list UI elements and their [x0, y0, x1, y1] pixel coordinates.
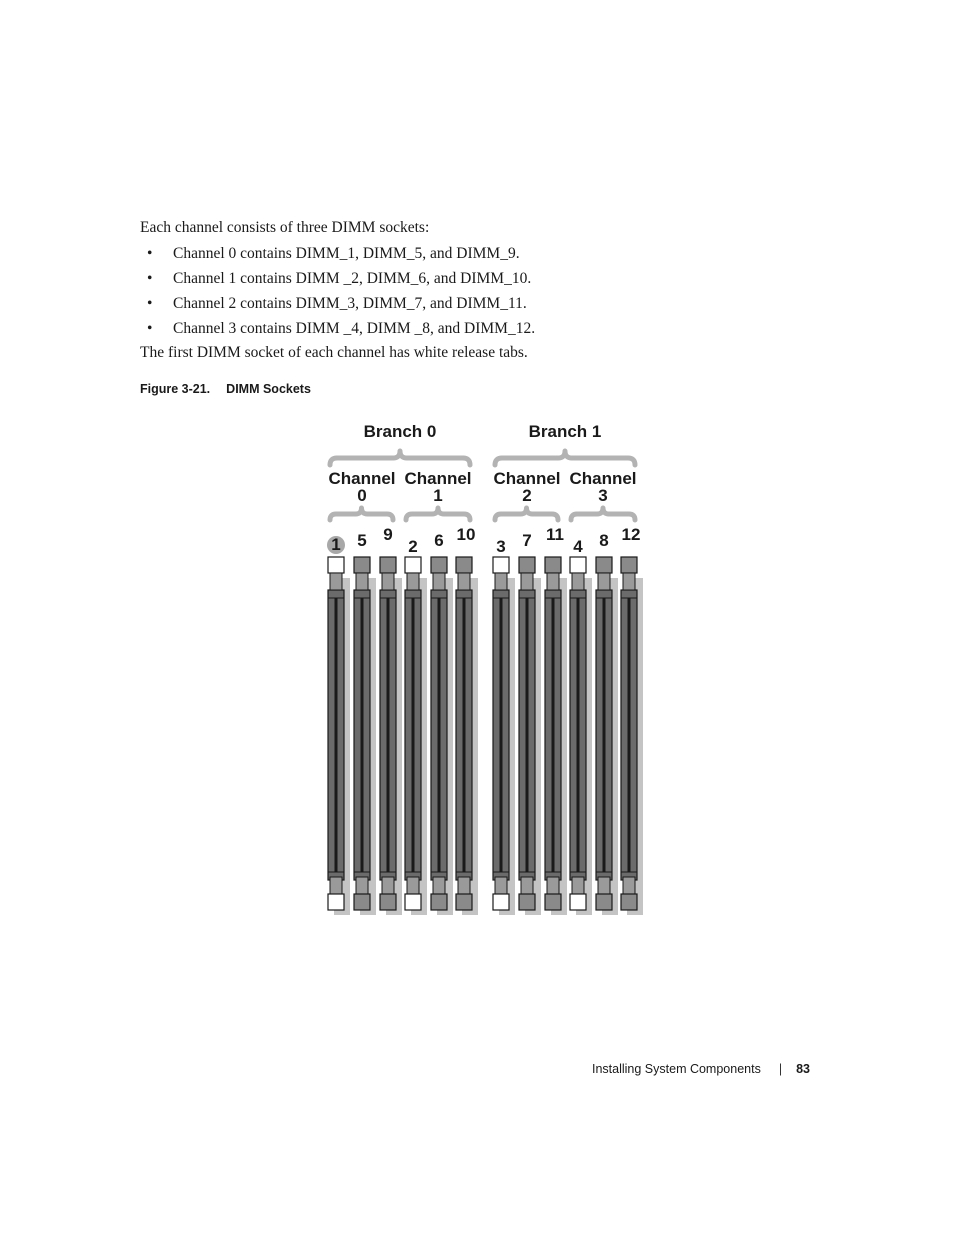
- white-release-tab: [493, 557, 509, 573]
- tab-latch: [547, 573, 559, 590]
- dimm-socket-12: [621, 525, 643, 915]
- list-item: • Channel 0 contains DIMM_1, DIMM_5, and DIMM_9.: [147, 245, 520, 262]
- tab-latch: [433, 877, 445, 894]
- tab-latch: [495, 877, 507, 894]
- release-tab: [621, 894, 637, 910]
- slot-label-4: 4: [573, 537, 583, 556]
- tab-latch: [521, 573, 533, 590]
- release-tab: [545, 557, 561, 573]
- list-item-text: Channel 1 contains DIMM _2, DIMM_6, and DIMM_10.: [173, 270, 532, 287]
- slot-label-7: 7: [522, 531, 532, 550]
- footer-section-title: Installing System Components: [592, 1062, 761, 1076]
- list-item: • Channel 2 contains DIMM_3, DIMM_7, and DIMM_11.: [147, 295, 527, 312]
- channel-3-label: Channel: [569, 469, 637, 488]
- release-tab: [596, 894, 612, 910]
- release-tab: [456, 894, 472, 910]
- white-release-tab: [405, 894, 421, 910]
- tab-latch: [572, 877, 584, 894]
- tab-latch: [382, 573, 394, 590]
- release-tab: [545, 894, 561, 910]
- list-item-text: Channel 0 contains DIMM_1, DIMM_5, and DIMM_9.: [173, 245, 520, 262]
- channel-2-label: Channel: [493, 469, 561, 488]
- slot-label-3: 3: [496, 537, 506, 556]
- tab-latch: [623, 573, 635, 590]
- slot-label-11: 11: [546, 525, 564, 544]
- channel-1-number: 1: [433, 486, 443, 505]
- tab-latch: [330, 877, 342, 894]
- release-tab: [596, 557, 612, 573]
- branch-1-brace: [495, 451, 635, 465]
- slot-label-12: 12: [621, 525, 641, 544]
- dimm-socket-7: [519, 531, 541, 915]
- slot-label-6: 6: [434, 531, 444, 550]
- page-footer: [592, 1062, 810, 1076]
- release-tab: [519, 557, 535, 573]
- figure-caption: [140, 382, 311, 396]
- release-tab: [456, 557, 472, 573]
- tab-latch: [330, 573, 342, 590]
- white-release-tab: [328, 557, 344, 573]
- tab-latch: [458, 877, 470, 894]
- release-tab: [519, 894, 535, 910]
- dimm-socket-2: [405, 537, 427, 915]
- channel-0-label: Channel: [328, 469, 396, 488]
- dimm-socket-10: [456, 525, 478, 915]
- figure-title: DIMM Sockets: [226, 382, 311, 396]
- list-item-text: Channel 3 contains DIMM _4, DIMM _8, and DIMM_12.: [173, 320, 536, 337]
- white-release-tab: [570, 894, 586, 910]
- tab-latch: [407, 877, 419, 894]
- channel-0-brace: [330, 508, 393, 520]
- dimm-socket-8: [596, 531, 618, 915]
- dimm-socket-3: [493, 537, 515, 915]
- tab-latch: [458, 573, 470, 590]
- slot-label-5: 5: [357, 531, 367, 550]
- channel-3-number: 3: [598, 486, 608, 505]
- slot-label-1: 1: [331, 535, 341, 554]
- socket-group: [327, 525, 643, 915]
- channel-0-number: 0: [357, 486, 367, 505]
- tab-latch: [382, 877, 394, 894]
- channel-2-brace: [495, 508, 558, 520]
- dimm-socket-9: [380, 525, 402, 915]
- dimm-socket-11: [545, 525, 567, 915]
- slot-label-10: 10: [456, 525, 476, 544]
- heading-group: [328, 422, 636, 505]
- tab-latch: [521, 877, 533, 894]
- slot-label-9: 9: [383, 525, 393, 544]
- white-release-tab: [328, 894, 344, 910]
- release-tab: [431, 894, 447, 910]
- tab-latch: [407, 573, 419, 590]
- release-tab: [380, 894, 396, 910]
- page-number: 83: [796, 1062, 810, 1076]
- tab-latch: [495, 573, 507, 590]
- slot-label-2: 2: [408, 537, 418, 556]
- list-item: • Channel 3 contains DIMM _4, DIMM _8, and DIMM_12.: [147, 320, 536, 337]
- list-item-text: Channel 2 contains DIMM_3, DIMM_7, and DIMM_11.: [173, 295, 527, 312]
- channel-list: [147, 244, 535, 344]
- slot-label-8: 8: [599, 531, 609, 550]
- tab-latch: [547, 877, 559, 894]
- tab-latch: [433, 573, 445, 590]
- release-tab: [380, 557, 396, 573]
- tab-latch: [623, 877, 635, 894]
- release-tab: [354, 894, 370, 910]
- branch-1-label: Branch 1: [528, 422, 602, 441]
- release-tab: [621, 557, 637, 573]
- release-tab: [431, 557, 447, 573]
- white-release-tab: [570, 557, 586, 573]
- figure-number: Figure 3-21.: [140, 382, 211, 396]
- channel-2-number: 2: [522, 486, 532, 505]
- dimm-socket-diagram: [320, 415, 650, 925]
- dimm-socket-6: [431, 531, 453, 915]
- tab-latch: [598, 877, 610, 894]
- release-tab: [354, 557, 370, 573]
- dimm-socket-4: [570, 537, 592, 915]
- tab-latch: [572, 573, 584, 590]
- tab-latch: [356, 573, 368, 590]
- tab-latch: [598, 573, 610, 590]
- list-item: • Channel 1 contains DIMM _2, DIMM_6, and DIMM_10.: [147, 270, 532, 287]
- channel-1-brace: [406, 508, 470, 520]
- intro-text: Each channel consists of three DIMM sockets:: [140, 219, 430, 236]
- footer-separator: |: [778, 1062, 783, 1076]
- white-release-tab: [405, 557, 421, 573]
- dimm-socket-5: [354, 531, 376, 915]
- white-release-tab: [493, 894, 509, 910]
- dimm-socket-1: [327, 535, 350, 915]
- branch-0-label: Branch 0: [363, 422, 437, 441]
- branch-0-brace: [330, 451, 470, 465]
- channel-1-label: Channel: [404, 469, 472, 488]
- tab-latch: [356, 877, 368, 894]
- channel-3-brace: [571, 508, 635, 520]
- outro-text: The first DIMM socket of each channel has white release tabs.: [140, 344, 528, 361]
